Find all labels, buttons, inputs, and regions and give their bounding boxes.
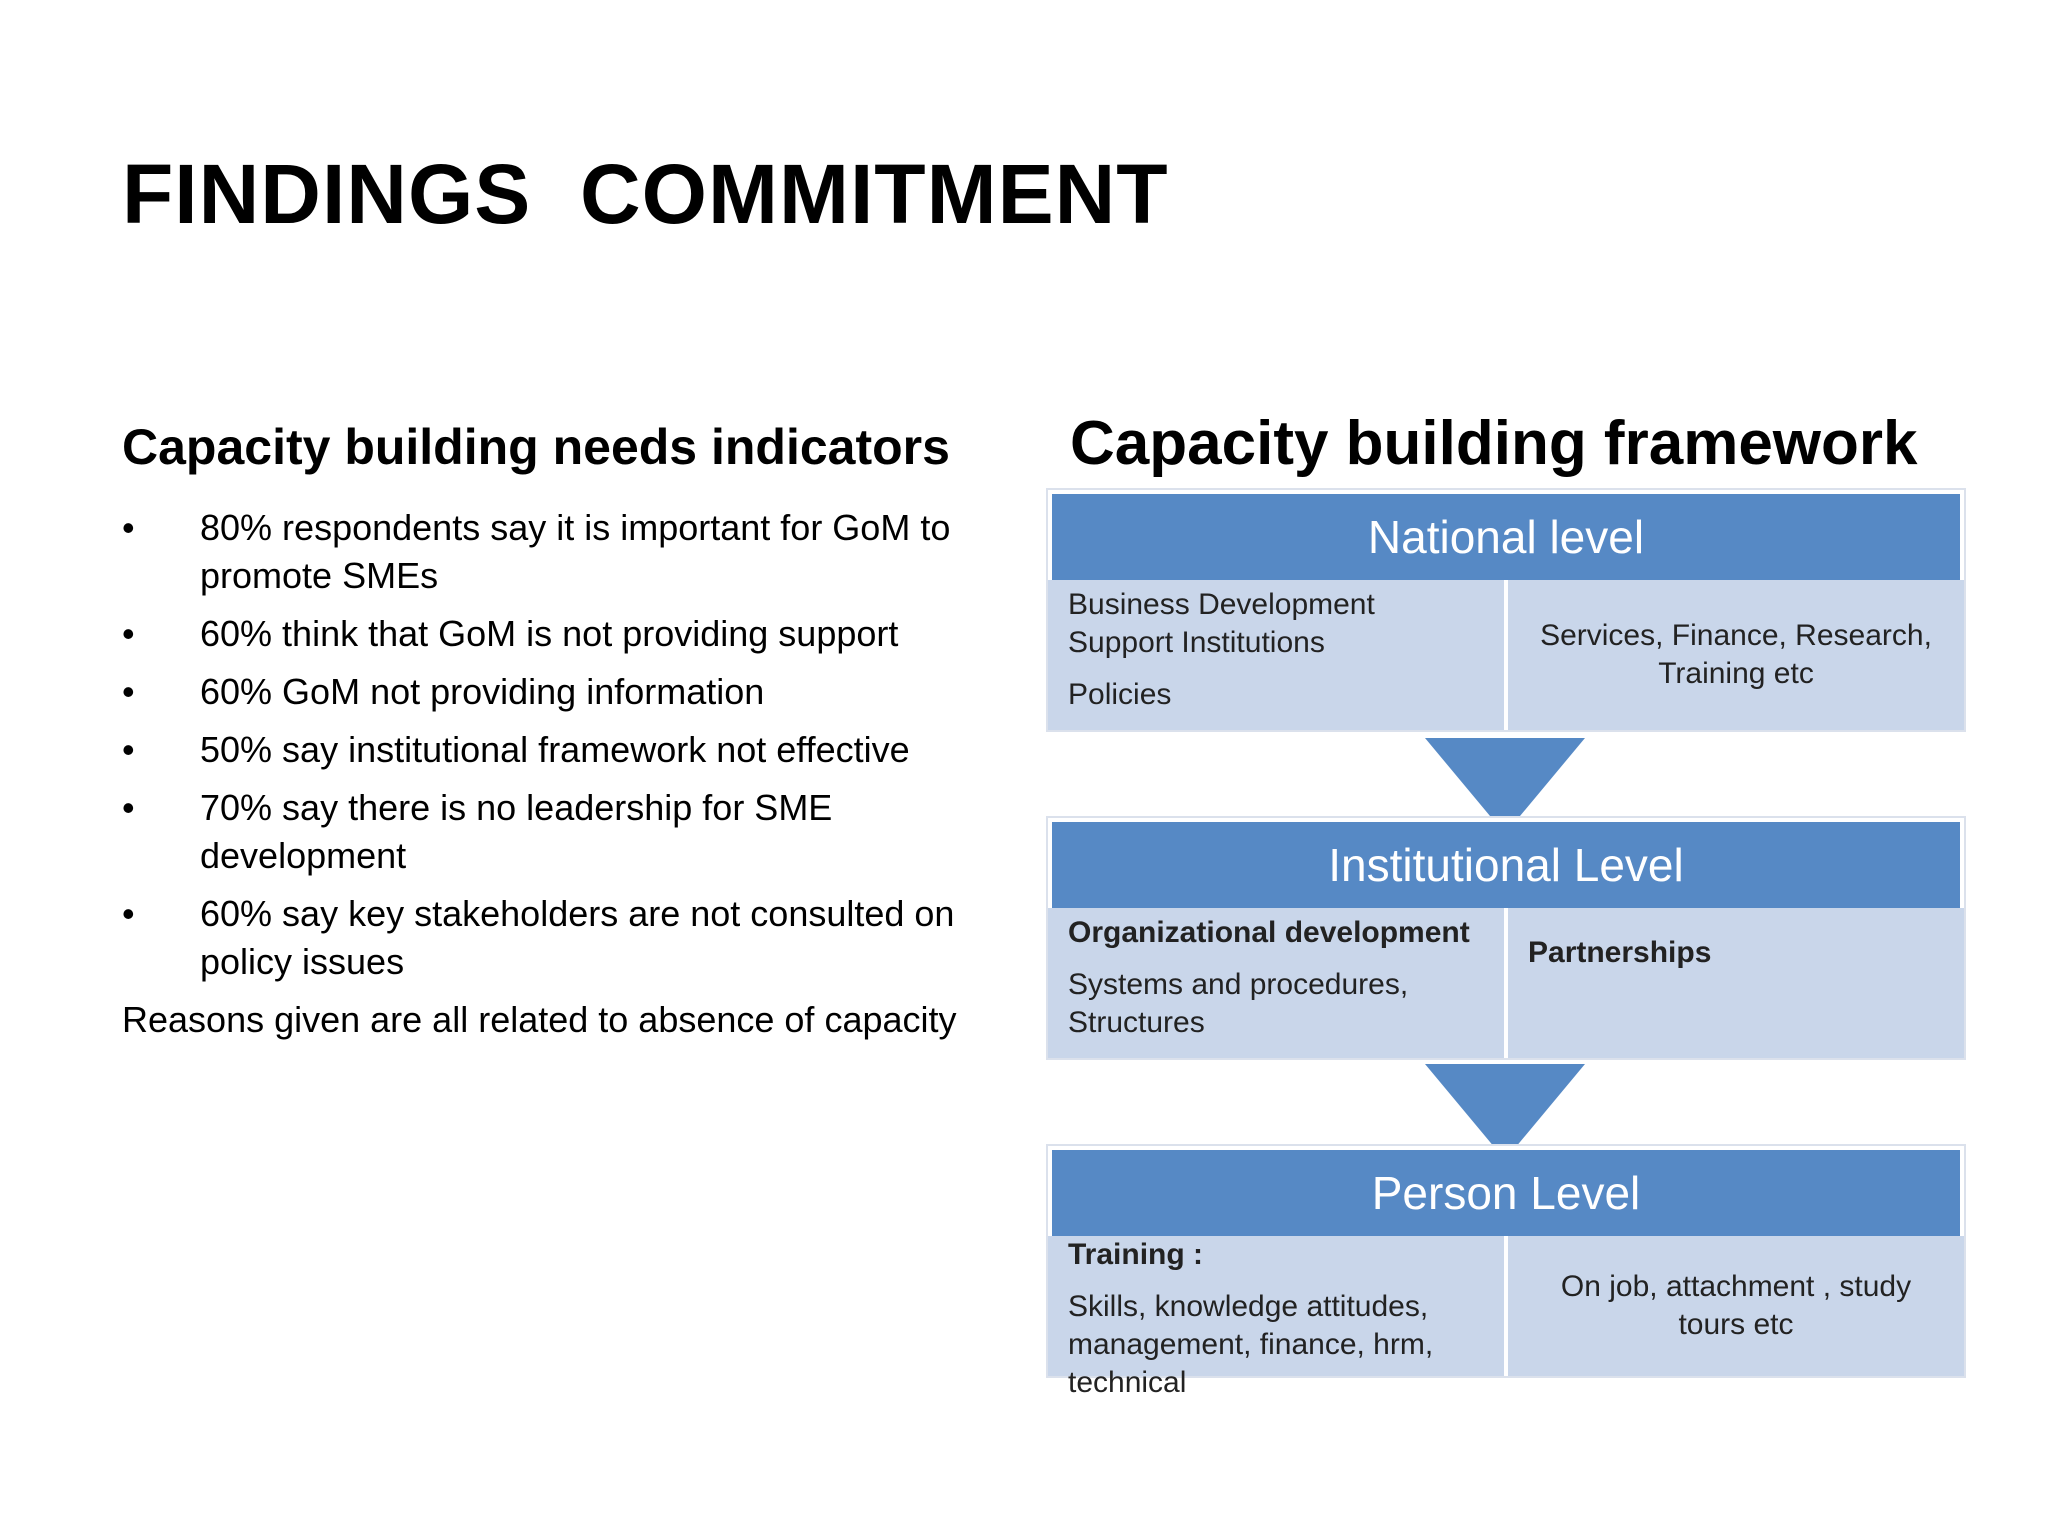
national-level-left	[1048, 580, 1504, 730]
list-item-text: 50% say institutional framework not effective	[200, 729, 910, 770]
text-line: On job, attachment , study tours etc	[1560, 1270, 1912, 1341]
text-line: Skills, knowledge attitudes,	[1068, 1290, 1429, 1323]
institutional-level-body	[1048, 908, 1964, 1058]
bullet-icon: •	[122, 729, 135, 770]
person-level-title: Person Level	[1052, 1150, 1960, 1236]
text-line: Structures	[1068, 1006, 1205, 1039]
framework-heading: Capacity building framework	[1070, 409, 1918, 478]
list-item	[122, 504, 1002, 600]
text-line: Systems and procedures,	[1068, 968, 1409, 1001]
list-item	[122, 784, 1002, 880]
list-item	[122, 610, 1002, 658]
reason-text: Reasons given are all related to absence of capacity	[122, 999, 957, 1040]
text-line: management, finance, hrm,	[1068, 1328, 1434, 1361]
person-level-box	[1046, 1144, 1966, 1399]
bullet-icon: •	[122, 787, 135, 828]
bullet-icon: •	[122, 507, 135, 548]
person-level-body	[1048, 1236, 1964, 1399]
bullet-icon: •	[122, 893, 135, 934]
national-level-right	[1508, 580, 1964, 730]
page-title: FINDINGS COMMITMENT	[122, 147, 1169, 241]
institutional-level-title: Institutional Level	[1052, 822, 1960, 908]
indicators-list	[122, 504, 1002, 996]
indicators-heading: Capacity building needs indicators	[122, 419, 950, 475]
institutional-level-right	[1508, 908, 1964, 1058]
institutional-level-left	[1048, 908, 1504, 1058]
text-line: technical	[1068, 1366, 1187, 1399]
text-line: Support Institutions	[1068, 626, 1325, 659]
person-level-left	[1048, 1236, 1504, 1399]
person-level-right	[1508, 1236, 1964, 1376]
bullet-icon: •	[122, 671, 135, 712]
list-item-text: 60% think that GoM is not providing support	[200, 613, 899, 654]
list-item-text: 70% say there is no leadership for SME development	[200, 787, 833, 876]
list-item	[122, 890, 1002, 986]
text-line: Policies	[1068, 678, 1172, 711]
national-level-box	[1046, 488, 1966, 732]
text-line: Organizational development	[1068, 916, 1470, 949]
national-level-title: National level	[1052, 494, 1960, 580]
national-level-body	[1048, 580, 1964, 730]
institutional-level-box	[1046, 816, 1966, 1060]
list-item	[122, 668, 1002, 716]
list-item-text: 60% say key stakeholders are not consulted on policy issues	[200, 893, 955, 982]
text-line: Partnerships	[1528, 936, 1712, 969]
list-item-text: 60% GoM not providing information	[200, 671, 765, 712]
bullet-icon: •	[122, 613, 135, 654]
list-item-text: 80% respondents say it is important for GoM to promote SMEs	[200, 507, 951, 596]
text-line: Services, Finance, Research, Training etc	[1540, 619, 1932, 690]
text-line: Business Development	[1068, 588, 1375, 621]
list-item	[122, 726, 1002, 774]
text-line: Training :	[1068, 1238, 1203, 1271]
